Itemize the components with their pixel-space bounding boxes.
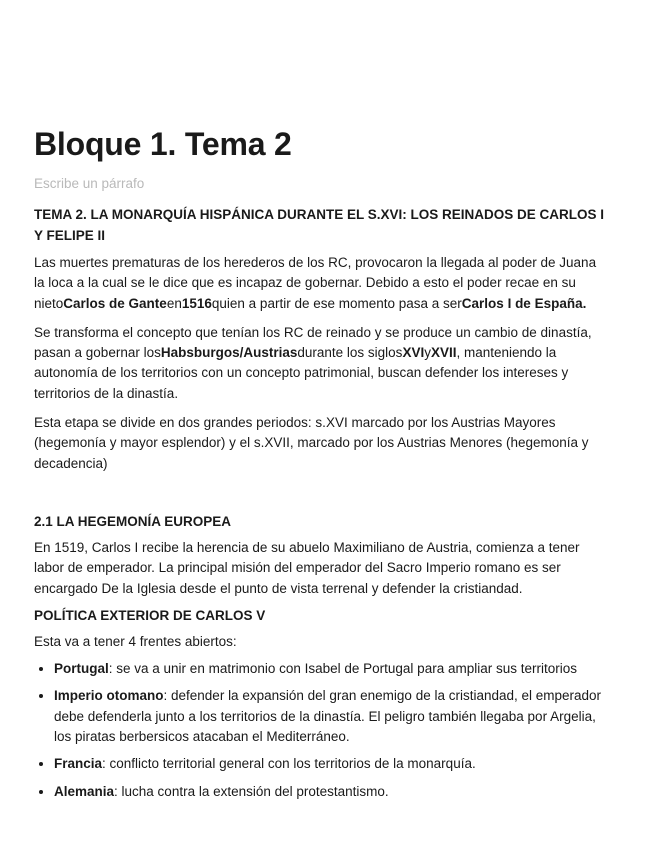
text-run: Las muertes prematuras de los herederos de los RC, provocaron la llegada al poder de Juana la loca a la cual se le dice que es incapaz de gobernar. Debido a esto el poder recae en su nieto	[34, 255, 597, 311]
bold-run: XVI	[402, 345, 425, 361]
frentes-list	[34, 659, 606, 802]
list-item	[54, 782, 606, 802]
text-run: , manteniendo la autonomía de los territorios con un concepto patrimonial, buscan defender los intereses y territorios de la dinastía.	[34, 345, 569, 401]
paragraph-placeholder[interactable]: Escribe un párrafo	[34, 176, 145, 191]
bold-run: Carlos I de España.	[461, 295, 587, 311]
list-item-term: Francia	[54, 756, 103, 772]
page-title: Bloque 1. Tema 2	[34, 126, 292, 162]
section-heading-tema2: TEMA 2. LA MONARQUÍA HISPÁNICA DURANTE EL S.XVI: LOS REINADOS DE CARLOS I Y FELIPE II	[34, 207, 605, 243]
text-run: durante los siglos	[297, 345, 403, 361]
bold-run: XVII	[430, 345, 457, 361]
list-item	[54, 659, 606, 679]
text-run: y	[424, 345, 431, 361]
list-item-text: : se va a unir en matrimonio con Isabel de Portugal para ampliar sus territorios	[108, 661, 577, 677]
list-item	[54, 686, 606, 747]
list-item-text: : defender la expansión del gran enemigo de la cristiandad, el emperador debe defenderla junto a los territorios de la dinastía. El peligro también llegaba por Argelia, los piratas berbersicos atacaban el Mediterráneo.	[54, 688, 602, 745]
text-run: quien a partir de ese momento pasa a ser	[211, 295, 462, 311]
list-item-term: Imperio otomano	[54, 688, 164, 704]
paragraph-concepto	[34, 323, 606, 404]
document-content	[34, 123, 606, 802]
section-heading-hegemonia: 2.1 LA HEGEMONÍA EUROPEA	[34, 513, 232, 529]
list-item-text: : lucha contra la extensión del protestantismo.	[114, 783, 389, 799]
list-item-text: : conflicto territorial general con los territorios de la monarquía.	[102, 756, 476, 772]
paragraph-etapa: Esta etapa se divide en dos grandes periodos: s.XVI marcado por los Austrias Mayores (hegemonía y mayor esplendor) y el s.XVII, marcado por los Austrias Menores (hegemonía y decadencia)	[34, 415, 589, 471]
bold-run: Habsburgos/Austrias	[160, 345, 298, 361]
list-item-term: Portugal	[54, 661, 109, 677]
paragraph-1519: En 1519, Carlos I recibe la herencia de su abuelo Maximiliano de Austria, comienza a tener labor de emperador. La principal misión del emperador del Sacro Imperio romano es ser encargado De la Iglesia desde el punto de vista terrenal y defender la cristiandad.	[34, 539, 580, 596]
section-heading-politica: POLÍTICA EXTERIOR DE CARLOS V	[34, 607, 266, 623]
text-run: Se transforma el concepto que tenían los RC de reinado y se produce un cambio de dinastía, pasan a gobernar los	[34, 324, 592, 361]
list-item	[54, 754, 606, 774]
text-run: en	[166, 295, 182, 311]
paragraph-frentes: Esta va a tener 4 frentes abiertos:	[34, 633, 237, 649]
bold-run: 1516	[181, 295, 212, 311]
list-item-term: Alemania	[54, 783, 115, 799]
bold-run: Carlos de Gante	[63, 295, 167, 311]
paragraph-muertes	[34, 253, 606, 314]
